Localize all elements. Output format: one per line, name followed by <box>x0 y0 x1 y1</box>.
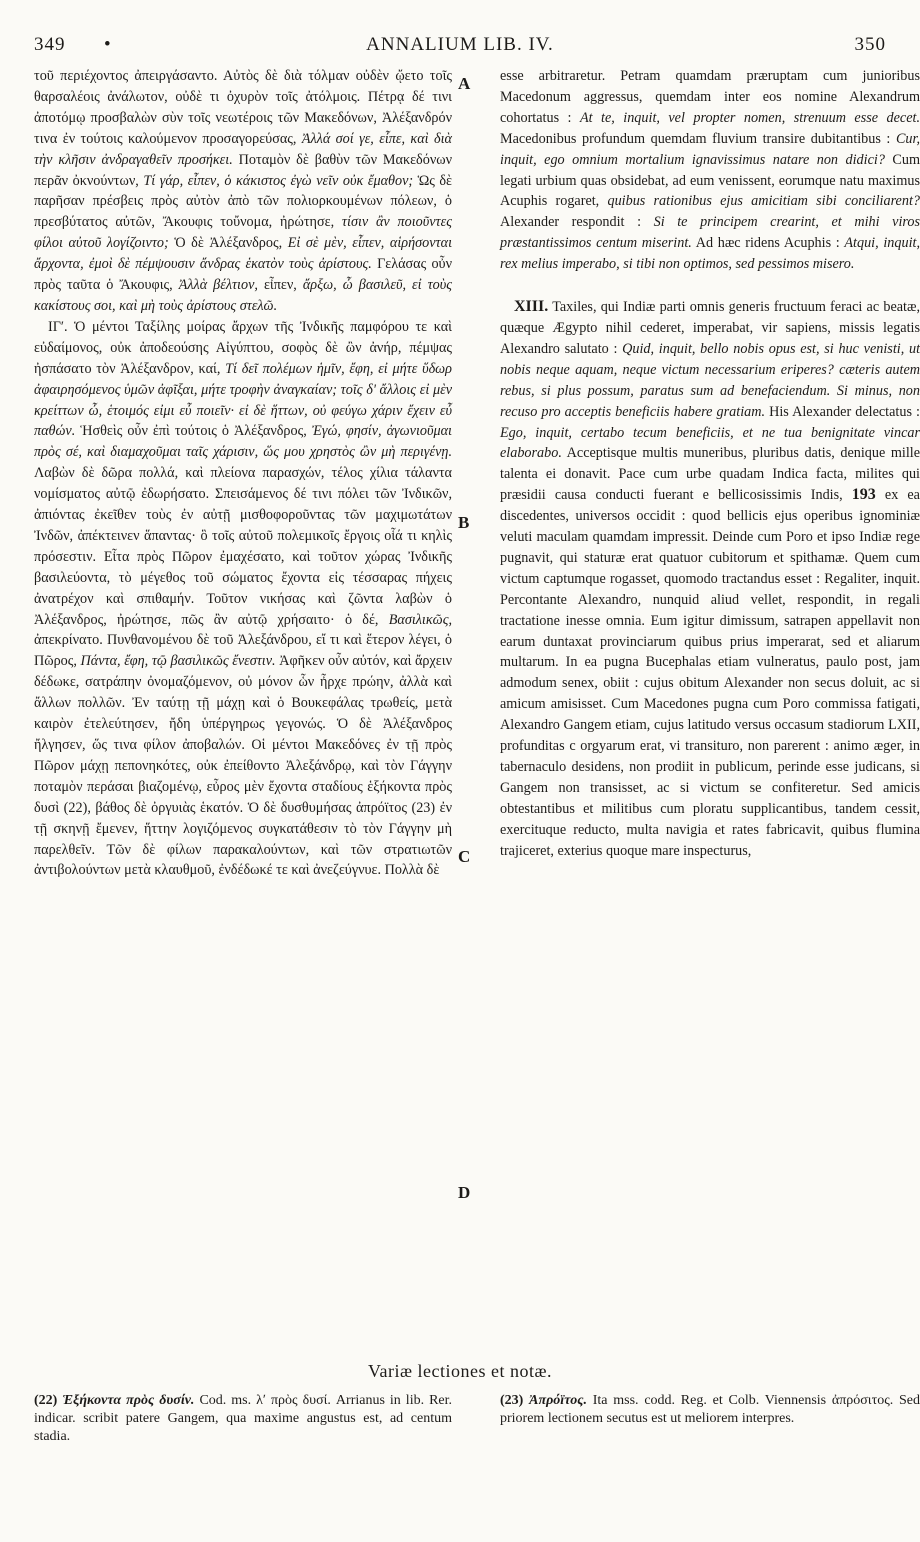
text-run: Alexander respondit : <box>500 214 642 231</box>
quote-run: τίσιν ἂν ποιοῦντες φίλοι αὐτοῦ λογίζοιντο; <box>34 214 452 252</box>
text-run: Ad hæc ridens Acuphis : <box>695 235 840 252</box>
notes-title: Variæ lectiones et notæ. <box>368 1361 552 1381</box>
text-run: esse arbitraretur. Petram quamdam præruptam cum junioribus Macedonum aggressus, quemdam inter eos nomine Alexandrum cohortatus : <box>500 68 920 126</box>
margin-column-number: 193 <box>851 486 876 504</box>
footnote-lemma: Ἀπρόϊτος. <box>529 1393 587 1408</box>
footnote-23 <box>500 1392 920 1428</box>
running-title: ANNALIUM LIB. IV. <box>366 34 554 55</box>
greek-column <box>34 66 452 881</box>
text-run: Ὁ μέντοι Ταξίλης μοίρας ἄρχων τῆς Ἰνδικῆς παμφόρου τε καὶ εὐδαίμονος, οὐκ ἀποδεούσης Αἰγύπτου, σοφὸς δὲ ὢν ἀνήρ, πέμψας ἠσπάσατο τὸν Ἀλέξανδρον, καί, <box>34 318 452 377</box>
header-dot: • <box>104 34 112 55</box>
latin-paragraph-2 <box>500 297 920 861</box>
text-run: ἀπεκρίνατο. Πυνθανομένου δὲ τοῦ Ἀλεξάνδρου, εἴ τι καὶ ἕτερον λέγει, ὁ Πῶρος, <box>34 632 452 670</box>
quote-run: Quid, inquit, bello nobis opus est, si huc venisti, ut nobis neque aquam, neque victum necessarium eriperes? cæteris autem rebus, si plus possum, paratus sum ad benefaciendum. Si minus, non recuso pro acceptis beneficiis habere gratiam. <box>500 340 920 420</box>
margin-letter-c: C <box>458 847 471 866</box>
quote-run: Atqui, inquit, rex melius imperabo, si tibi non optimos, sed pessimos misero. <box>500 235 920 273</box>
text-run: Λαβὼν δὲ δῶρα πολλά, καὶ πλείονα παρασχών, τέλος χίλια τάλαντα νομίσματος αὐτῷ ἐδωρήσατο. Σπεισάμενος δέ τινι πόλει τῶν Ἰνδικῶν, ἀπιόντας ἐκεῖθεν τοὺς ἐν αὐτῇ μισθοφοροῦντας τῶν μαχιμωτάτων Ἰνδῶν, ἀπέκτεινεν ἅπαντας· ὃ τοῖς αὐτοῦ πολεμικοῖς ἔργοις οἷά τι κηλὶς πρόσεστιν. Εἶτα πρὸς Πῶρον ἐμαχέσατο, καὶ τοῦτον χώρας Ἰνδικῆς βασιλεύοντα, τὸ μέγεθος τοῦ σώματος ἔχοντα εἰς τέσσαρας πήχεις ἀνατρέχον καὶ σπιθαμήν. Τοῦτον νικήσας καὶ ζῶντα λαβὼν ὁ Ἀλέξανδρος, ἠρώτησε, πῶς ἂν αὐτῷ χρήσαιτο· ὁ δέ, <box>34 465 452 628</box>
text-columns <box>34 66 920 1361</box>
footnote-text: Cod. ms. λʹ πρὸς δυσί. Arrianus in lib. Rer. indicar. scribit patere Gangem, qua maxime angustus est, ad centum stadia. <box>34 1393 453 1444</box>
footnote-number: (23) <box>500 1393 524 1408</box>
greek-paragraph-2 <box>34 317 452 881</box>
quote-run: Εἰ σὲ μὲν, εἶπεν, αἱρήσονται ἄρχοντα, ἐμοὶ δὲ πέμψουσιν ἄνδρας ἑκατὸν τοὺς ἀρίστους. <box>34 235 453 273</box>
text-run: Ἡσθεὶς οὖν ἐπὶ τούτοις ὁ Ἀλέξανδρος, <box>80 423 307 440</box>
text-run: Acceptisque multis muneribus, pluribus datis, denique mille talenta ei donavit. Pace cum urbe quadam Indica facta, milites qui præsidii causa conducti fuerant e bellicosissimis Indis, <box>500 445 920 504</box>
quote-run: Ἀλλά σοί γε, εἶπε, καὶ διὰ τὴν κλῆσιν ἀνδραγαθεῖν προσήκει. <box>34 130 453 168</box>
quote-run: Τί γάρ, εἶπεν, ὁ κάκιστος ἐγὼ νεῖν οὐκ ἔμαθον; <box>143 172 414 189</box>
page-number-left: 349 <box>34 34 66 55</box>
text-run: Macedonibus profundum quemdam fluvium transire dubitantibus : <box>500 130 891 147</box>
quote-run: Πάντα, ἔφη, τῷ βασιλικῶς ἔνεστιν. <box>80 653 276 670</box>
text-run: Ὁ δὲ Ἀλέξανδρος, <box>174 235 283 252</box>
text-run: His Alexander delectatus : <box>769 403 920 420</box>
text-run: τοῦ περιέχοντος ἀπειργάσαντο. Αὐτὸς δὲ διὰ τόλμαν οὐδὲν ᾤετο τοῖς θαρσαλέοις ἀνάλωτον, οὐδὲ τι ὀχυρὸν τοῖς ἀτόλμοις. Πέτρᾳ δέ τινι ἀποτόμῳ προσβαλὼν σὺν τοῖς νεωτέροις τῶν Μακεδόνων, Ἀλέξανδρόν τινα ἐν τούτοις καλούμενον προσαγορεύσας, <box>34 68 452 147</box>
latin-paragraph-1 <box>500 66 920 275</box>
quote-run: Ἐγώ, φησίν, ἀγωνιοῦμαι πρὸς σέ, καὶ διαμαχοῦμαι ταῖς χάρισιν, ὥς μου χρηστὸς ὢν μὴ περιγένῃ. <box>34 423 452 461</box>
text-run: Ὡς δὲ παρῆσαν πρέσβεις πρὸς αὐτὸν ἀπὸ τῶν πολιορκουμένων πόλεων, ὁ πρεσβύτατος αὐτῶν, Ἄκουφις τοὔνομα, ἠρώτησε, <box>34 172 453 231</box>
page-number-right: 350 <box>854 34 886 55</box>
margin-letter-b: B <box>458 513 470 532</box>
text-run: εἶπεν, <box>263 277 297 294</box>
quote-run: Si te principem crearint, et mihi viros præstantissimos centum miserint. <box>500 214 920 252</box>
quote-run: Βασιλικῶς, <box>388 611 453 628</box>
text-run: Ἀφῆκεν οὖν αὐτόν, καὶ ἄρχειν δέδωκε, σατράπην ὀνομαζόμενον, οὐ μόνον ὧν ἦρχε πρώην, ἀλλὰ καὶ ἄλλων πολλῶν. Ἐν ταύτῃ τῇ μάχῃ καὶ ὁ Βουκεφάλας τρωθείς, μετὰ καιρὸν ἐτελεύτησεν, ἤδη ὑπέργηρως γεγονώς. Ὁ δὲ Ἀλέξανδρος ἤλγησεν, ὥς τινα φίλον ἀποβαλών. Οἱ μέντοι Μακεδόνες ἐν τῇ πρὸς Πῶρον μάχῃ πεπονηκότες, οὐκ ἐπείθοντο Ἀλεξάνδρῳ, καὶ τὸν Γάγγην ποταμὸν περάσαι βιαζομένῳ, εὖρος μὲν ἔχοντα σταδίους ἑξήκοντα πρὸς δυσὶ (22), βάθος δὲ ὀργυιὰς ἑκατόν. Ὁ δὲ δυσθυμήσας ἀπρόϊτος (23) ἐν τῇ σκηνῇ ἔμενεν, ἥττην λογιζόμενος συγκατάθεσιν τὸ τὸν Γάγγην μὴ παρελθεῖν. Τῶν δὲ φίλων παρακαλούντων, καὶ τῶν στρατιωτῶν ἀντιβολούντων μετὰ κλαυθμοῦ, ἐνδέδωκέ τε καὶ ἀνεζεύγνυε. Πολλὰ δὲ <box>34 653 453 879</box>
text-run: ex ea discedentes, universos occidit : quod bellicis ejus operibus ignominiæ veluti maculam quamdam impressit. Deinde cum Poro et ipso Indiæ rege pugnavit, qui staturæ erat quatuor cubitorum et spithamæ. Quem cum victum captumque rogasset, quomodo tractandus esset : Regaliter, inquit. Percontante Alexandro, nunquid aliud vellet, respondit, in regali tractatione inesse omnia. Eum igitur dimissum, satrapen appellavit non earum duntaxat provinciarum quibus prius imperarat, sed et aliarum multarum. In ea pugna Bucephalas etiam vulneratus, paulo post, jam admodum senex, obiit : cujus obitum Alexander non secus doluit, ac si amicum amisisset. Cum Macedones pugna cum Poro commissa fatigati, Alexandro Gangem etiam, cujus latitudo versus occasum stadiorum LXII, profunditas c orgyarum erat, vi transituro, non parerent : animo æger, in tabernaculo desidens, non prodiit in publicum, perinde esse judicans, si Gangem non transisset, ac si victum se confiteretur. Sed amicis obtestantibus et militibus cum ploratu supplicantibus, tandem cessit, exercituque reducto, multa navigia et rates fabricavit, quibus flumina trajiceret, exterius quoque mare inspecturus, <box>500 487 920 859</box>
text-run: Γελάσας οὖν πρὸς ταῦτα ὁ Ἄκουφις, <box>34 256 452 294</box>
running-header <box>34 26 886 66</box>
section-number: XIII. <box>514 298 549 316</box>
text-run: Taxiles, qui Indiæ parti omnis generis fructuum feraci ac beatæ, quæque Ægypto nihil cederet, imperabat, vir sapiens, missis legatis Alexandro salutato : <box>500 299 920 357</box>
footnotes <box>34 1392 920 1542</box>
margin-letter-d: D <box>458 1183 471 1202</box>
quote-run: Τί δεῖ πολέμων ἡμῖν, ἔφη, εἰ μήτε ὕδωρ ἀφαιρησόμενος ὑμῶν ἀφῖξαι, μήτε τροφὴν ἀναγκαίαν; τοῖς δ' ἄλλοις εἰ μὲν κρείττων ὦ, ἑτοιμός εἰμι εὖ ποιεῖν· εἰ δὲ ἥττων, οὐ φεύγω χάριν ἔχειν εὖ παθών. <box>34 360 452 440</box>
quote-run: Cur, inquit, ego omnium mortalium ignavissimus natare non didici? <box>500 130 920 168</box>
footnote-22 <box>34 1392 452 1446</box>
text-run: Ποταμὸν δὲ βαθὺν τῶν Μακεδόνων περᾶν ὀκνούντων, <box>34 151 452 189</box>
quote-run: At te, inquit, vel propter nomen, strenuum esse decet. <box>579 109 920 126</box>
margin-letter-a: A <box>458 74 471 93</box>
quote-run: quibus rationibus ejus amicitiam sibi conciliarent? <box>607 193 920 210</box>
quote-run: Ego, inquit, certabo tecum beneficiis, et ne tua benignitate vincar elaborabo. <box>500 424 920 462</box>
quote-run: Ἀλλὰ βέλτιον, <box>178 277 258 294</box>
footnote-lemma: Ἑξήκοντα πρὸς δυσίν. <box>62 1393 195 1408</box>
text-run: Cum legati urbium quas obsidebat, ad eum venissent, eorumque natu maximus Acuphis rogaret, <box>500 151 920 210</box>
spanning-quote: ἄρξω, ὦ βασιλεῦ, εἰ τοὺς κακίστους σοι, καὶ μὴ τοὺς ἀρίστους στελῶ. <box>34 277 453 314</box>
latin-column <box>500 66 920 862</box>
footnote-text: Ita mss. codd. Reg. et Colb. Viennensis ἀπρόσιτος. Sed priorem lectionem secutus est ut meliorem interpres. <box>500 1393 920 1426</box>
greek-paragraph-1 <box>34 66 452 317</box>
section-number: ΙΓʹ. <box>48 318 68 335</box>
footnote-number: (22) <box>34 1393 58 1408</box>
